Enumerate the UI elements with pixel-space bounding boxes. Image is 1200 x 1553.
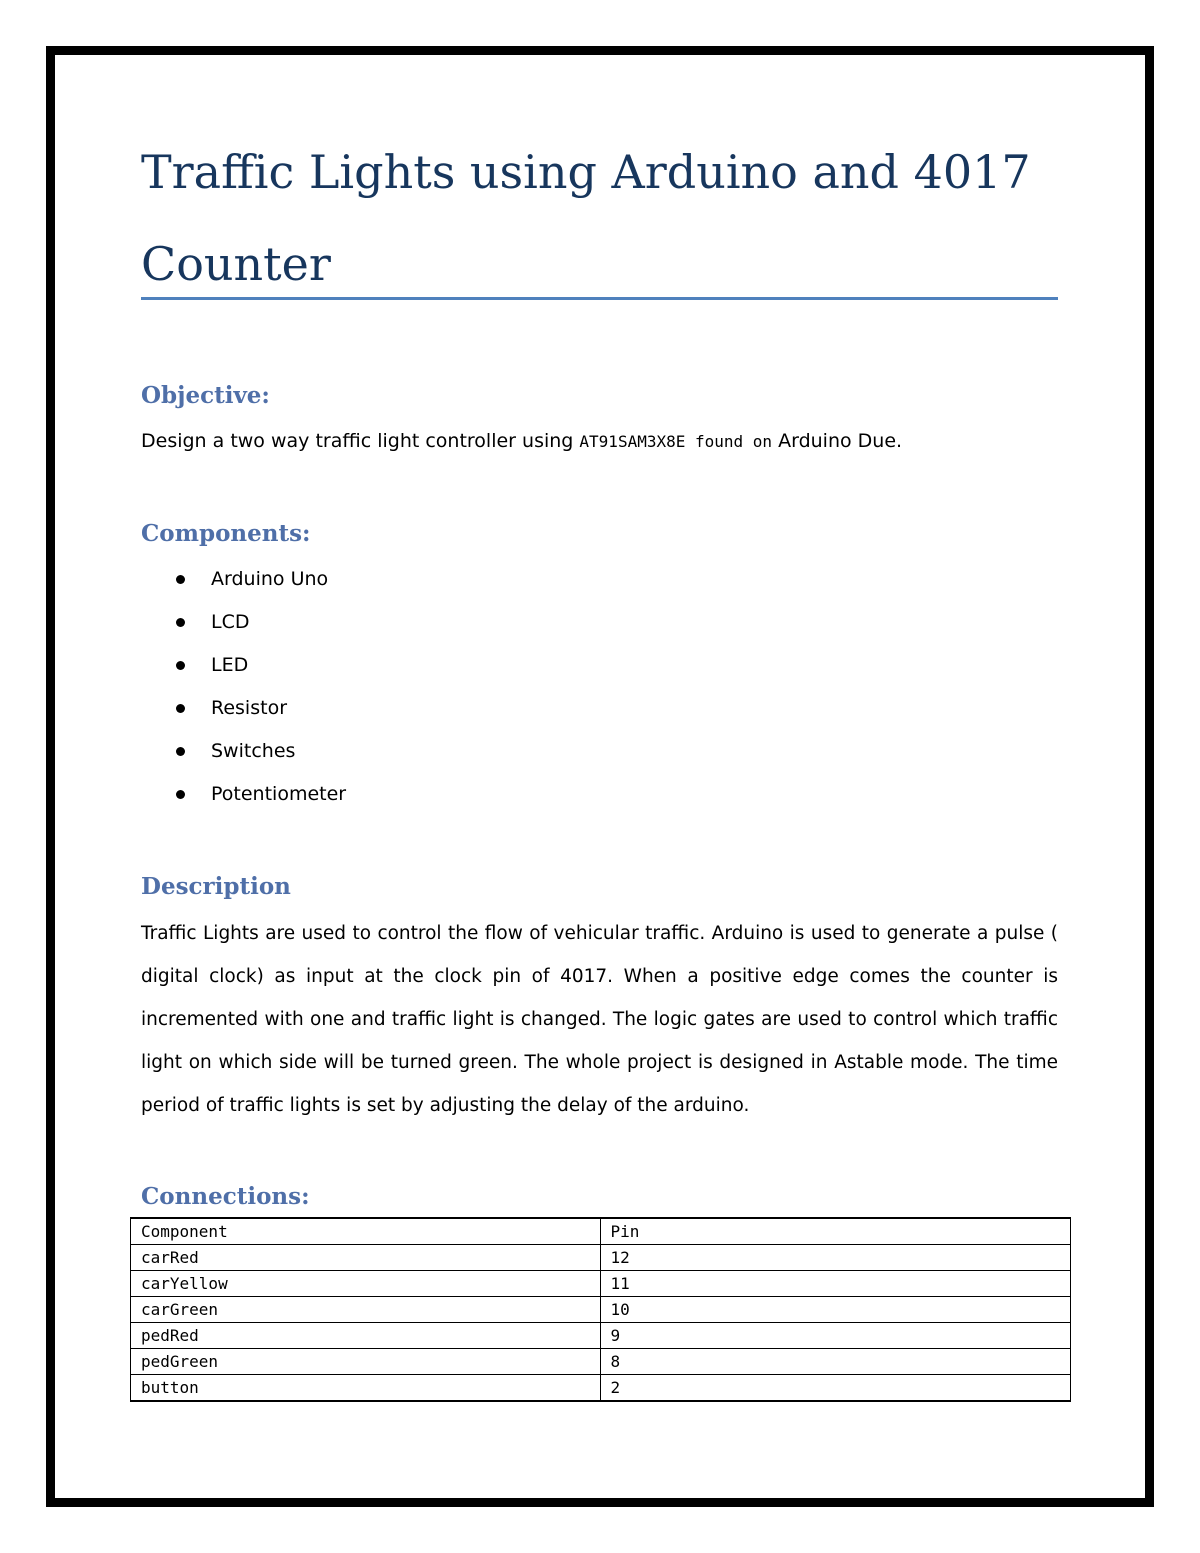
list-item-label: LED (211, 654, 249, 676)
list-item-label: LCD (211, 611, 250, 633)
description-text: Traffic Lights are used to control the flow of vehicular traffic. Arduino is used to generate a pulse ( digital clock) as input at the clock pin of 4017. When a positive edge comes the counter is incremented with one and traffic light is changed. The logic gates are used to control which traffic light on which side will be turned green. The whole project is designed in Astable mode. The time period of traffic lights is set by adjusting the delay of the arduino. (141, 923, 1058, 1116)
list-item-label: Switches (211, 740, 296, 762)
connections-table (130, 1217, 1071, 1402)
objective-text-before: Design a two way traffic light controller using (141, 430, 580, 452)
table-row (131, 1375, 1071, 1402)
title-underline (141, 297, 1058, 300)
bullet-icon (176, 790, 185, 799)
list-item (175, 730, 346, 773)
objective-chip: AT91SAM3X8E found on (579, 432, 773, 451)
list-item (175, 558, 346, 601)
connections-heading: Connections: (141, 1183, 310, 1210)
table-cell: button (131, 1375, 601, 1402)
table-row (131, 1323, 1071, 1349)
description-heading: Description (141, 873, 291, 900)
bullet-icon (176, 704, 185, 713)
table-row (131, 1271, 1071, 1297)
table-cell: 2 (600, 1375, 1070, 1402)
table-cell: carYellow (131, 1271, 601, 1297)
bullet-icon (176, 747, 185, 756)
bullet-icon (176, 618, 185, 627)
objective-text-after: Arduino Due. (772, 430, 903, 452)
table-cell: carRed (131, 1245, 601, 1271)
table-cell: carGreen (131, 1297, 601, 1323)
document-title: Traffic Lights using Arduino and 4017 Counter (141, 145, 1031, 291)
objective-text (141, 430, 902, 452)
table-row (131, 1297, 1071, 1323)
list-item (175, 601, 346, 644)
table-cell: pedRed (131, 1323, 601, 1349)
components-heading: Components: (141, 520, 311, 547)
objective-heading: Objective: (141, 382, 270, 409)
list-item (175, 644, 346, 687)
table-cell: 9 (600, 1323, 1070, 1349)
list-item (175, 687, 346, 730)
table-header-cell: Pin (600, 1218, 1070, 1245)
table-cell: 8 (600, 1349, 1070, 1375)
table-cell: 12 (600, 1245, 1070, 1271)
table-cell: pedGreen (131, 1349, 601, 1375)
components-list (175, 558, 346, 816)
table-cell: 10 (600, 1297, 1070, 1323)
table-header-cell: Component (131, 1218, 601, 1245)
table-cell: 11 (600, 1271, 1070, 1297)
table-row (131, 1245, 1071, 1271)
table-header-row (131, 1218, 1071, 1245)
list-item-label: Arduino Uno (211, 568, 329, 590)
bullet-icon (176, 661, 185, 670)
table-row (131, 1349, 1071, 1375)
list-item (175, 773, 346, 816)
list-item-label: Potentiometer (211, 783, 347, 805)
bullet-icon (176, 575, 185, 584)
list-item-label: Resistor (211, 697, 287, 719)
